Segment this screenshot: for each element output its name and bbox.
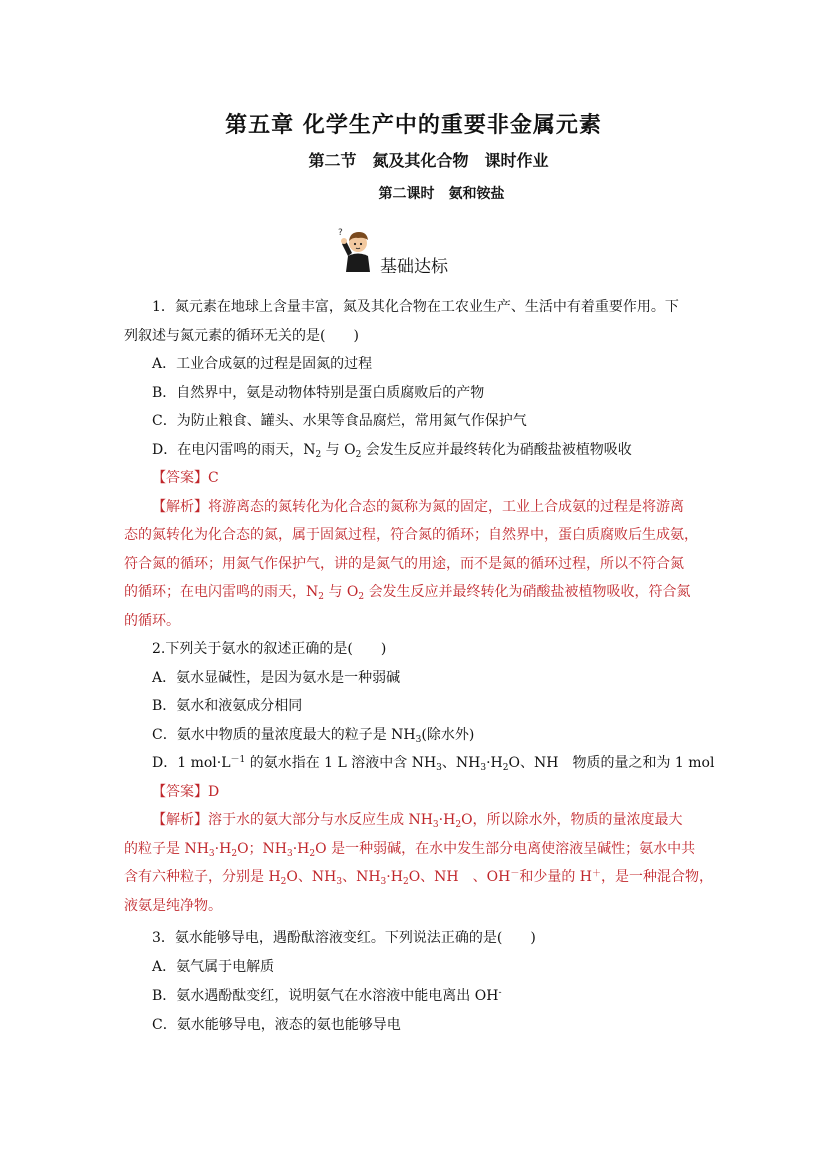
q1-stem-line1: 1．氮元素在地球上含量丰富，氮及其化合物在工农业生产、生活中有着重要作用。下	[152, 299, 679, 315]
q3-stem: 3．氨水能够导电，遇酚酞溶液变红。下列说法正确的是( )	[152, 930, 536, 946]
q2-analysis-line4: 液氨是纯净物。	[124, 897, 222, 914]
q1-stem-line2: 列叙述与氮元素的循环无关的是( )	[124, 327, 359, 344]
q3-option-c: C．氨水能够导电，液态的氨也能够导电	[152, 1017, 401, 1033]
q3-option-a: A．氨气属于电解质	[152, 959, 275, 975]
q2-stem: 2.下列关于氨水的叙述正确的是( )	[152, 641, 387, 657]
q2-analysis-line3: 含有六种粒子，分别是 $H_2O$、$NH_3$、$NH_3\cdot H_2O$、NH 、OH－和少量的 H＋，是一种混合物，	[124, 869, 714, 887]
q1-option-d: D．在电闪雷鸣的雨天，$N_2$ 与 $O_2$ 会发生反应并最终转化为硝酸盐被植物吸收	[152, 441, 632, 460]
q2-answer: 【答案】D	[152, 783, 220, 800]
q3-option-b: B．氨水遇酚酞变红，说明氨气在水溶液中能电离出 OH-	[152, 988, 502, 1004]
svg-text:?: ?	[338, 228, 343, 238]
q2-option-c: C．氨水中物质的量浓度最大的粒子是 $NH_3$(除水外)	[152, 726, 475, 745]
q1-analysis-line3: 符合氮的循环；用氮气作保护气，讲的是氮气的用途，而不是氮的循环过程，所以不符合氮	[124, 555, 684, 572]
q2-option-d: D．1 $mol\cdot L^{-1}$ 的氨水指在 1 L 溶液中含 $NH_3$、$NH_3\cdot H_2O$、NH 物质的量之和为 1 mol	[152, 755, 715, 773]
q1-answer: 【答案】C	[152, 470, 219, 486]
q1-analysis-line1: 【解析】将游离态的氮转化为化合态的氮称为氮的固定，工业上合成氨的过程是将游离	[152, 498, 684, 515]
banner-label: 基础达标	[380, 257, 448, 277]
q1-analysis-line5: 的循环。	[124, 612, 180, 629]
q2-analysis-line2: 的粒子是 $NH_3\cdot H_2O$；$NH_3\cdot H_2O$ 是一种弱碱，在水中发生部分电离使溶液呈碱性；氨水中共	[124, 840, 696, 859]
q1-option-b: B．自然界中，氨是动物体特别是蛋白质腐败后的产物	[152, 384, 485, 401]
q2-option-b: B．氨水和液氨成分相同	[152, 698, 303, 714]
thinking-boy-icon	[338, 226, 378, 272]
q2-analysis-line1: 【解析】溶于水的氨大部分与水反应生成 $NH_3\cdot H_2O$，所以除水外，物质的量浓度最大	[152, 812, 683, 830]
q2-option-a: A．氨水显碱性，是因为氨水是一种弱碱	[152, 669, 401, 686]
q1-analysis-line4: 的循环；在电闪雷鸣的雨天，$N_2$ 与 $O_2$ 会发生反应并最终转化为硝酸盐被植物吸收，符合氮	[124, 584, 691, 602]
section-title: 第二节 氮及其化合物 课时作业	[308, 151, 549, 170]
q1-analysis-line2: 态的氮转化为化合态的氮，属于固氮过程，符合氮的循环；自然界中，蛋白质腐败后生成氨，	[124, 527, 698, 543]
lesson-title: 第二课时 氨和铵盐	[378, 186, 505, 202]
q1-option-c: C．为防止粮食、罐头、水果等食品腐烂，常用氮气作保护气	[152, 413, 527, 429]
chapter-title: 第五章 化学生产中的重要非金属元素	[225, 112, 602, 138]
question-1	[124, 293, 715, 920]
q1-option-a: A．工业合成氨的过程是固氮的过程	[152, 356, 373, 372]
question-3	[124, 924, 704, 1040]
